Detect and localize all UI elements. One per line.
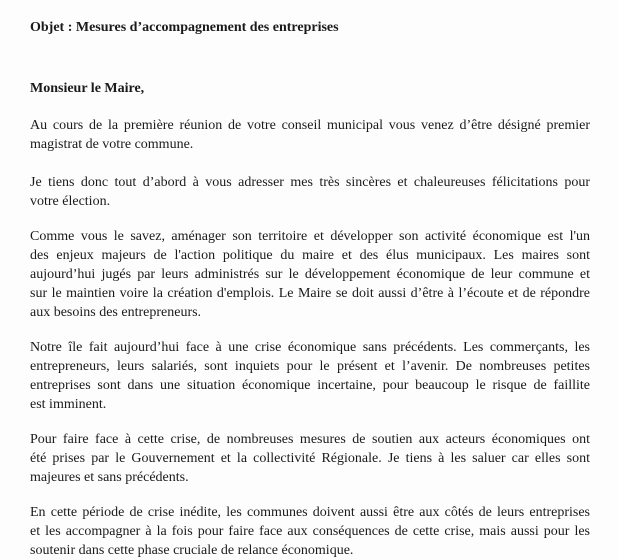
- paragraph-3: [30, 227, 590, 322]
- paragraph-line: soutenir dans cette phase cruciale de relance économique.: [30, 543, 354, 558]
- paragraph-4: [30, 338, 590, 414]
- paragraph-line: aujourd’hui jugés par leurs administrés sur le développement économique de leur commune et: [30, 267, 590, 282]
- letter-subject: Objet : Mesures d’accompagnement des entreprises: [30, 20, 339, 35]
- paragraph-line: entrepreneurs, leurs salariés, sont inquiets pour le présent et l’avenir. De nombreuses petites: [30, 359, 590, 374]
- paragraph-line: Au cours de la première réunion de votre conseil municipal vous venez d’être désigné premier: [30, 118, 590, 133]
- paragraph-line: et les accompagner à la fois pour faire face aux conséquences de cette crise, mais aussi pour les: [30, 524, 590, 539]
- paragraph-line: Comme vous le savez, aménager son territoire et développer son activité économique est l'un: [30, 229, 590, 244]
- paragraph-5: [30, 430, 590, 487]
- paragraph-line: des enjeux majeurs de l'action politique du maire et des élus municipaux. Les maires sont: [30, 248, 590, 263]
- paragraph-line: entreprises sont dans une situation économique incertaine, pour beaucoup le risque de faillite: [30, 378, 590, 393]
- paragraph-1: [30, 116, 590, 154]
- paragraph-line: été prises par le Gouvernement et la collectivité Régionale. Je tiens à les saluer car elles sont: [30, 451, 590, 466]
- paragraph-line: votre élection.: [30, 194, 111, 209]
- paragraph-line: Pour faire face à cette crise, de nombreuses mesures de soutien aux acteurs économiques ont: [30, 432, 590, 447]
- letter-salutation: Monsieur le Maire,: [30, 81, 145, 96]
- paragraph-line: majeures et sans précédents.: [30, 470, 189, 485]
- paragraph-line: magistrat de votre commune.: [30, 137, 194, 152]
- paragraph-line: Notre île fait aujourd’hui face à une crise économique sans précédents. Les commerçants, les: [30, 340, 590, 355]
- paragraph-2: [30, 173, 590, 211]
- paragraph-6: [30, 503, 590, 560]
- paragraph-line: aux besoins des entrepreneurs.: [30, 305, 202, 320]
- paragraph-line: En cette période de crise inédite, les communes doivent aussi être aux côtés de leurs entreprises: [30, 505, 590, 520]
- paragraph-line: est imminent.: [30, 397, 107, 412]
- paragraph-line: Je tiens donc tout d’abord à vous adresser mes très sincères et chaleureuses félicitations pour: [30, 175, 590, 190]
- paragraph-line: sur le maintien voire la création d'emplois. Le Maire se doit aussi d’être à l’écoute et de répondre: [30, 286, 590, 301]
